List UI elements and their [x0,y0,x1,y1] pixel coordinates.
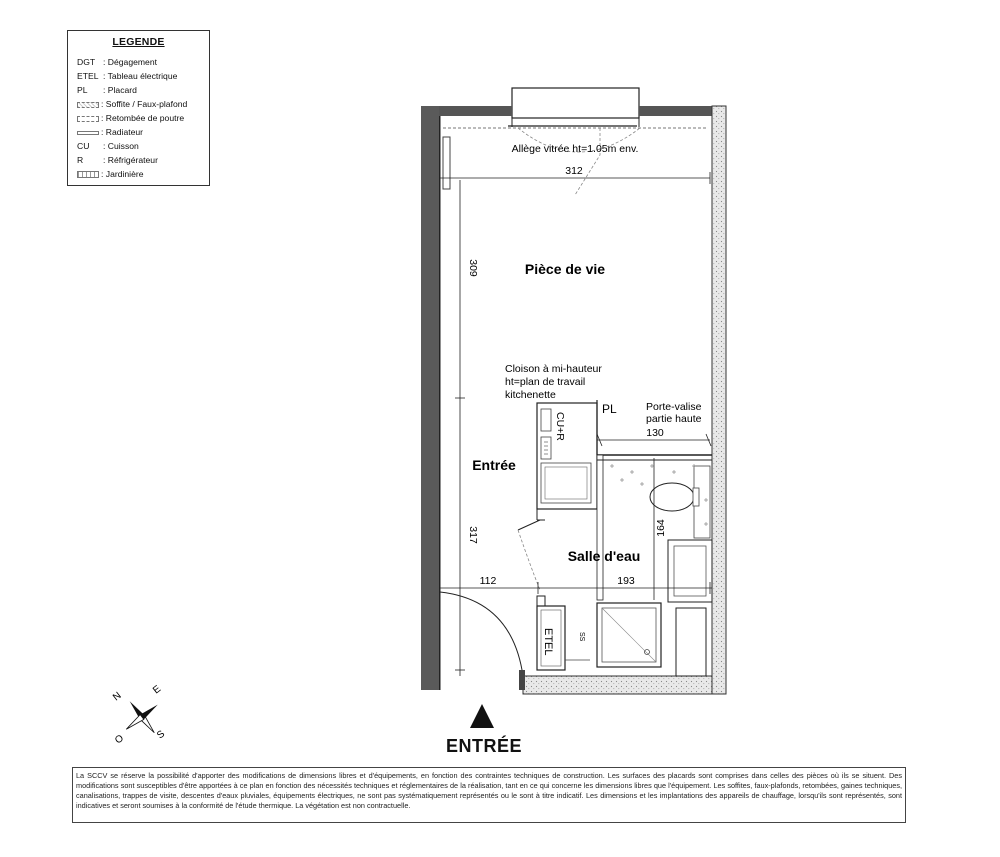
kitchenette [537,403,597,520]
legend-label: : Réfrigérateur [103,155,158,165]
radiator [443,137,450,189]
legend-label: : Cuisson [103,141,139,151]
room-label-entree: Entrée [472,457,516,473]
dimension-label: 164 [655,519,667,537]
legend-code: R [77,155,84,165]
legend-label: : Radiateur [101,127,144,137]
compass-n: N [111,690,124,704]
compass-o: O [113,732,126,747]
entrance-label: ENTRÉE [445,736,522,756]
ss-label: SS [578,632,585,642]
legend-label: : Dégagement [103,57,157,67]
entrance-door [440,592,525,690]
porte-valise-label: partie haute [646,413,702,425]
cloison-label: ht=plan de travail [505,376,586,388]
legend-label: : Placard [103,85,137,95]
porte-valise-label: Porte-valise [646,401,702,413]
pl-label: PL [602,402,617,416]
exterior-walls [421,106,726,694]
legend-code: CU [77,141,90,151]
entrance-arrow-icon [470,704,494,728]
dimension-width-top [440,165,710,184]
window-frame [512,88,639,127]
placard [597,400,712,455]
room-label-salle-eau: Salle d'eau [567,548,641,564]
cloison-label: Cloison à mi-hauteur [505,363,602,375]
dimension-label: 317 [467,526,479,544]
legend-code: DGT [77,57,96,67]
dimension-label: 112 [479,575,497,587]
bathroom-door [518,520,540,590]
allege-window [443,126,708,195]
legend-label: : Jardinière [101,169,144,179]
bathroom-walls [597,455,712,602]
room-label-piece-de-vie: Pièce de vie [524,261,606,277]
cu-r-label: CU+R [554,412,566,441]
dimension-label: 309 [467,259,479,277]
legend-code: ETEL [77,71,99,81]
disclaimer-text: La SCCV se réserve la possibilité d'apporter des modifications de dimensions libres et d'équipements, en fonction des contraintes techniques de construction. Les surfaces des placards sont comprises dans celles des pièces où ils se situent. Des modifications sont susceptibles d'être apportées à ce plan en fonction des nécessités techniques et réglementaires de la réalisation, tant en ce qui concerne les dimensions libres que l'équipement. Les soffites, faux-plafonds, retombées, gaines techniques, canalisations, trappes de visite, descentes d'eaux pluviales, équipements électriques, ne sont pas systématiquement représentés ou le sont à titre indicatif. Les dimensions et les implantations des appareils de chauffage, lorsqu'ils sont représentés, sont indicatives et seront soumises à la conformité de l'étude thermique. La végétation est non contractuelle. [72,767,906,823]
compass-e: E [151,683,164,697]
etel-label: ETEL [542,628,554,656]
dimension-label: 130 [646,427,664,439]
etel-cabinet [537,596,590,670]
legend-label: : Soffite / Faux-plafond [101,99,188,109]
legend-label: : Tableau électrique [103,71,178,81]
legend-title: LEGENDE [112,36,165,48]
allege-label: Allège vitrée ht=1.05m env. [511,143,639,155]
legend-label: : Retombée de poutre [101,113,185,123]
dimension-label: 312 [565,165,583,177]
legend-code: PL [77,85,88,95]
cloison-label: kitchenette [505,389,556,401]
compass-s: S [155,728,168,742]
dimension-label: 193 [617,575,635,587]
shower [597,603,706,676]
